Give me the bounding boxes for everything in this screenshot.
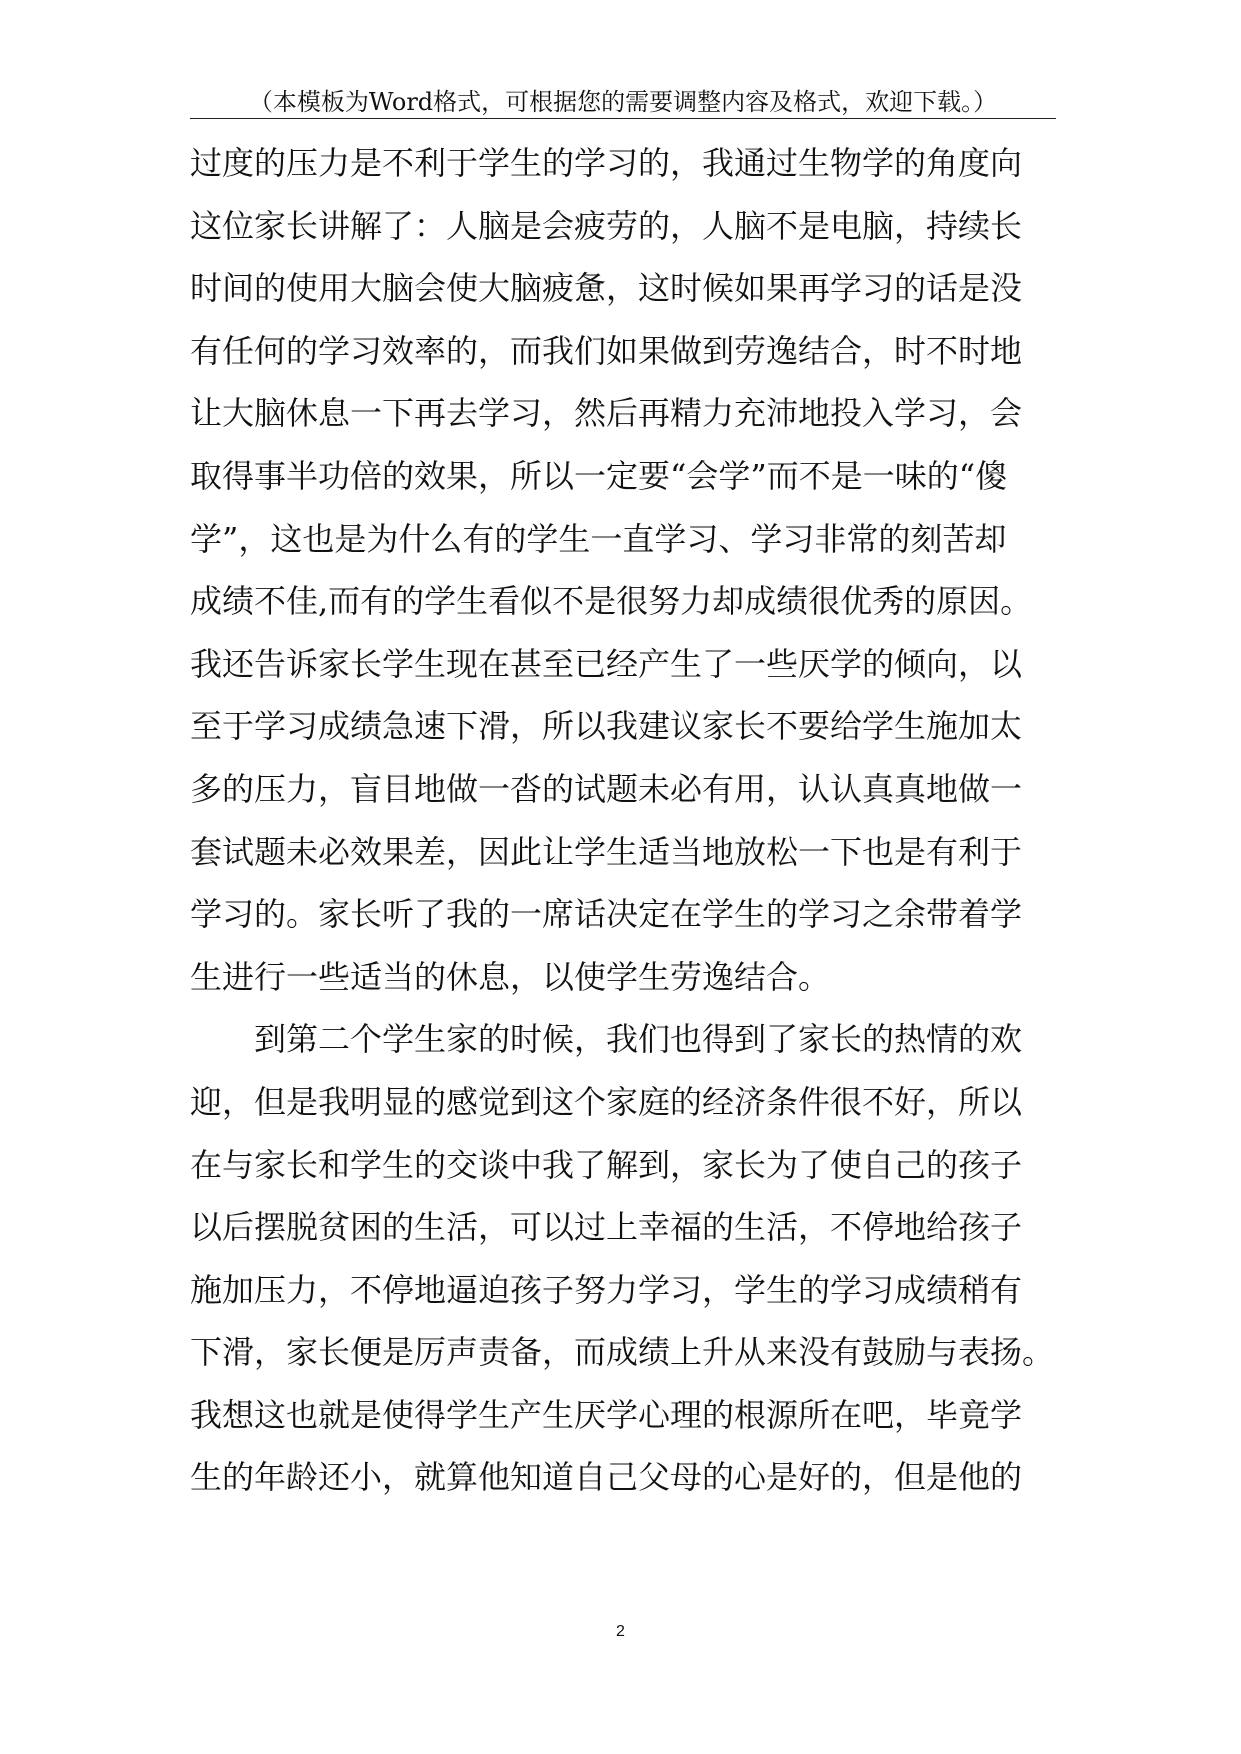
text-line: 套试题未必效果差，因此让学生适当地放松一下也是有利于 xyxy=(190,832,1023,871)
text-line: 下滑，家长便是厉声责备，而成绩上升从来没有鼓励与表扬。 xyxy=(190,1333,1055,1372)
text-line: 生的年龄还小，就算他知道自己父母的心是好的，但是他的 xyxy=(190,1458,1023,1497)
text-line: 以后摆脱贫困的生活，可以过上幸福的生活，不停地给孩子 xyxy=(190,1208,1023,1247)
text-line: 有任何的学习效率的，而我们如果做到劳逸结合，时不时地 xyxy=(190,331,1023,370)
header-rule xyxy=(190,118,1056,119)
text-line: 多的压力，盲目地做一沓的试题未必有用，认认真真地做一 xyxy=(190,769,1023,808)
paragraph-continued xyxy=(190,132,1056,1008)
text-line: 我还告诉家长学生现在甚至已经产生了一些厌学的倾向，以 xyxy=(190,644,1023,683)
page-number: 2 xyxy=(616,1623,625,1640)
text-line: 至于学习成绩急速下滑，所以我建议家长不要给学生施加太 xyxy=(190,707,1023,746)
text-line: 学习的。家长听了我的一席话决定在学生的学习之余带着学 xyxy=(190,895,1023,934)
text-line: 我想这也就是使得学生产生厌学心理的根源所在吧，毕竟学 xyxy=(190,1395,1023,1434)
text-line: 迎，但是我明显的感觉到这个家庭的经济条件很不好，所以 xyxy=(190,1082,1023,1121)
text-line-indented: 到第二个学生家的时候，我们也得到了家长的热情的欢 xyxy=(254,1020,1023,1059)
text-line: 取得事半功倍的效果，所以一定要“会学”而不是一味的“傻 xyxy=(190,456,1008,495)
paragraph xyxy=(190,1008,1056,1509)
text-line: 施加压力，不停地逼迫孩子努力学习，学生的学习成绩稍有 xyxy=(190,1270,1023,1309)
text-line: 时间的使用大脑会使大脑疲惫，这时候如果再学习的话是没 xyxy=(190,269,1023,308)
text-line: 让大脑休息一下再去学习，然后再精力充沛地投入学习，会 xyxy=(190,394,1023,433)
text-line: 成绩不佳,而有的学生看似不是很努力却成绩很优秀的原因。 xyxy=(190,582,1033,621)
text-line: 这位家长讲解了：人脑是会疲劳的，人脑不是电脑，持续长 xyxy=(190,206,1023,245)
text-line: 学”，这也是为什么有的学生一直学习、学习非常的刻苦却 xyxy=(190,519,1007,558)
body-text xyxy=(190,132,1056,1509)
text-line: 生进行一些适当的休息，以使学生劳逸结合。 xyxy=(190,957,831,996)
running-header: （本模板为Word格式，可根据您的需要调整内容及格式，欢迎下载。） xyxy=(248,88,998,116)
text-line: 过度的压力是不利于学生的学习的，我通过生物学的角度向 xyxy=(190,144,1023,182)
text-line: 在与家长和学生的交谈中我了解到，家长为了使自己的孩子 xyxy=(190,1145,1023,1184)
